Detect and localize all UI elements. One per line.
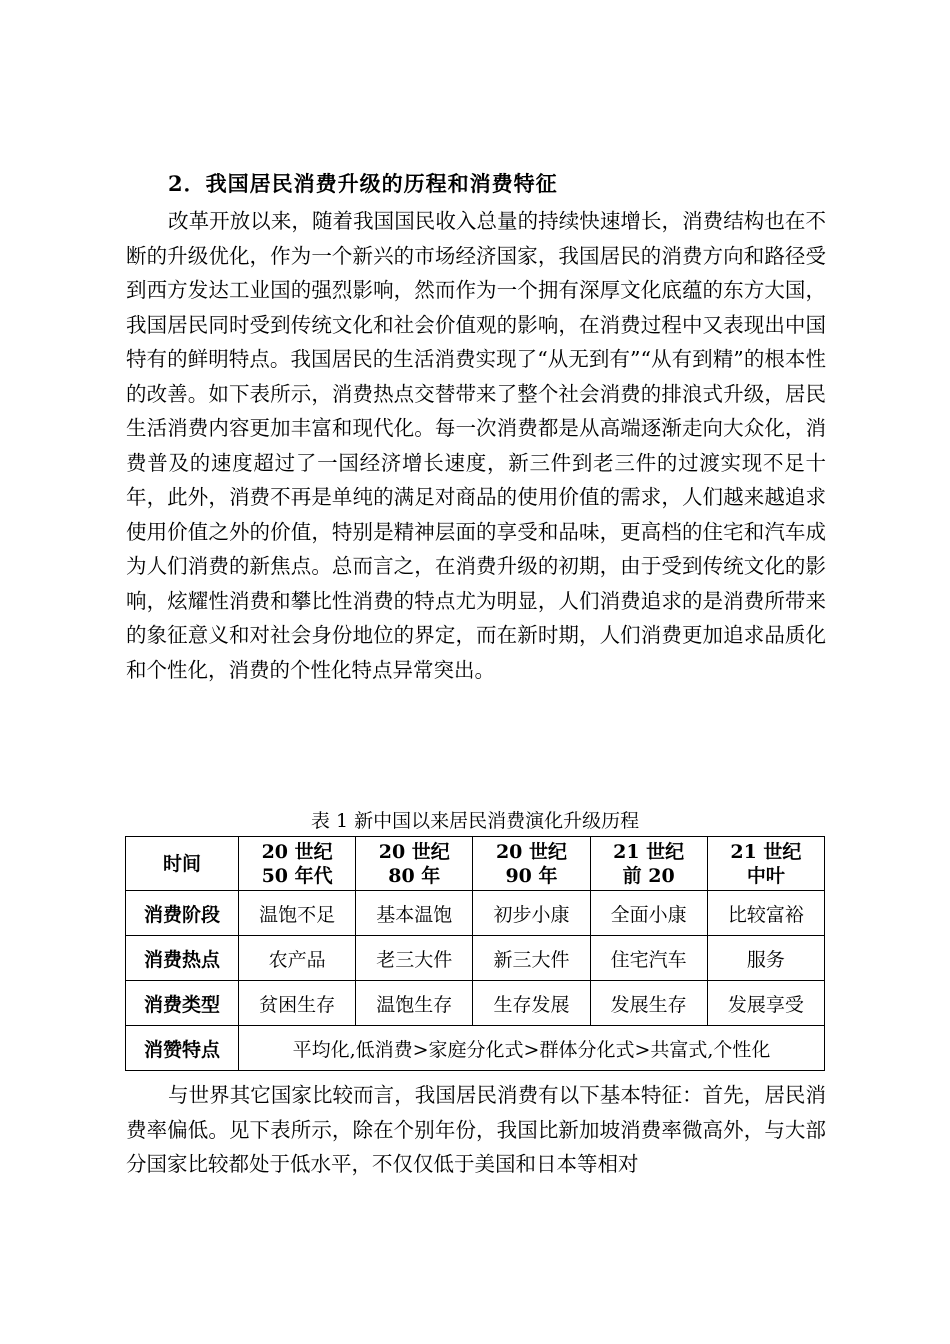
table-cell: 基本温饱 [356, 891, 473, 936]
table-cell: 新三大件 [473, 936, 590, 981]
table-cell: 全面小康 [590, 891, 707, 936]
period-line1: 21 世纪 [730, 840, 802, 863]
table-cell: 住宅汽车 [590, 936, 707, 981]
period-line2: 90 年 [505, 864, 558, 887]
table-cell: 温饱不足 [239, 891, 356, 936]
table-cell: 比较富裕 [707, 891, 824, 936]
period-line1: 20 世纪 [261, 840, 333, 863]
body-paragraph-1: 改革开放以来，随着我国国民收入总量的持续快速增长，消费结构也在不断的升级优化，作为一个新兴的市场经济国家，我国居民的消费方向和路径受到西方发达工业国的强烈影响，然而作为一个拥有深厚文化底蕴的东方大国，我国居民同时受到传统文化和社会价值观的影响，在消费过程中又表现出中国特有的鲜明特点。我国居民的生活消费实现了“从无到有”“从有到精”的根本性的改善。如下表所示，消费热点交替带来了整个社会消费的排浪式升级，居民生活消费内容更加丰富和现代化。每一次消费都是从高端逐渐走向大众化，消费普及的速度超过了一国经济增长速度，新三件到老三件的过渡实现不足十年，此外，消费不再是单纯的满足对商品的使用价值的需求，人们越来越追求使用价值之外的价值，特别是精神层面的享受和品味，更高档的住宅和汽车成为人们消费的新焦点。总而言之，在消费升级的初期，由于受到传统文化的影响，炫耀性消费和攀比性消费的特点尤为明显，人们消费追求的是消费所带来的象征意义和对社会身份地位的界定，而在新时期，人们消费更加追求品质化和个性化，消费的个性化特点异常突出。 [126, 209, 826, 682]
consumption-evolution-table [125, 836, 825, 1071]
table-cell: 生存发展 [473, 981, 590, 1026]
table-cell: 农产品 [239, 936, 356, 981]
row-label: 消费热点 [126, 936, 239, 981]
header-cell-period [590, 837, 707, 891]
table-cell: 服务 [707, 936, 824, 981]
header-cell-period [239, 837, 356, 891]
header-cell-period [473, 837, 590, 891]
section-heading: 2．我国居民消费升级的历程和消费特征 [168, 171, 558, 196]
table-cell: 初步小康 [473, 891, 590, 936]
table-cell: 发展生存 [590, 981, 707, 1026]
period-line1: 20 世纪 [378, 840, 450, 863]
header-cell-period [356, 837, 473, 891]
period-line2: 50 年代 [261, 864, 333, 887]
table-cell: 温饱生存 [356, 981, 473, 1026]
header-cell-time: 时间 [126, 837, 239, 891]
header-cell-period [707, 837, 824, 891]
table-cell: 发展享受 [707, 981, 824, 1026]
row-label: 消费阶段 [126, 891, 239, 936]
period-line2: 中叶 [746, 864, 785, 887]
table-row [126, 981, 825, 1026]
period-line2: 80 年 [388, 864, 441, 887]
row-label: 消赞特点 [126, 1026, 239, 1071]
period-line1: 20 世纪 [495, 840, 567, 863]
period-line2: 前 20 [622, 864, 675, 887]
row-label: 消费类型 [126, 981, 239, 1026]
table-caption: 表 1 新中国以来居民消费演化升级历程 [310, 810, 640, 832]
table-cell: 贫困生存 [239, 981, 356, 1026]
table-cell: 老三大件 [356, 936, 473, 981]
summary-cell: 平均化,低消费>家庭分化式>群体分化式>共富式,个性化 [239, 1026, 825, 1071]
period-line1: 21 世纪 [613, 840, 685, 863]
body-paragraph-2: 与世界其它国家比较而言，我国居民消费有以下基本特征：首先，居民消费率偏低。见下表所示，除在个别年份，我国比新加坡消费率微高外，与大部分国家比较都处于低水平，不仅仅低于美国和日本等相对 [126, 1083, 826, 1176]
table-row [126, 891, 825, 936]
table-header-row [126, 837, 825, 891]
table-row [126, 936, 825, 981]
table-summary-row [126, 1026, 825, 1071]
